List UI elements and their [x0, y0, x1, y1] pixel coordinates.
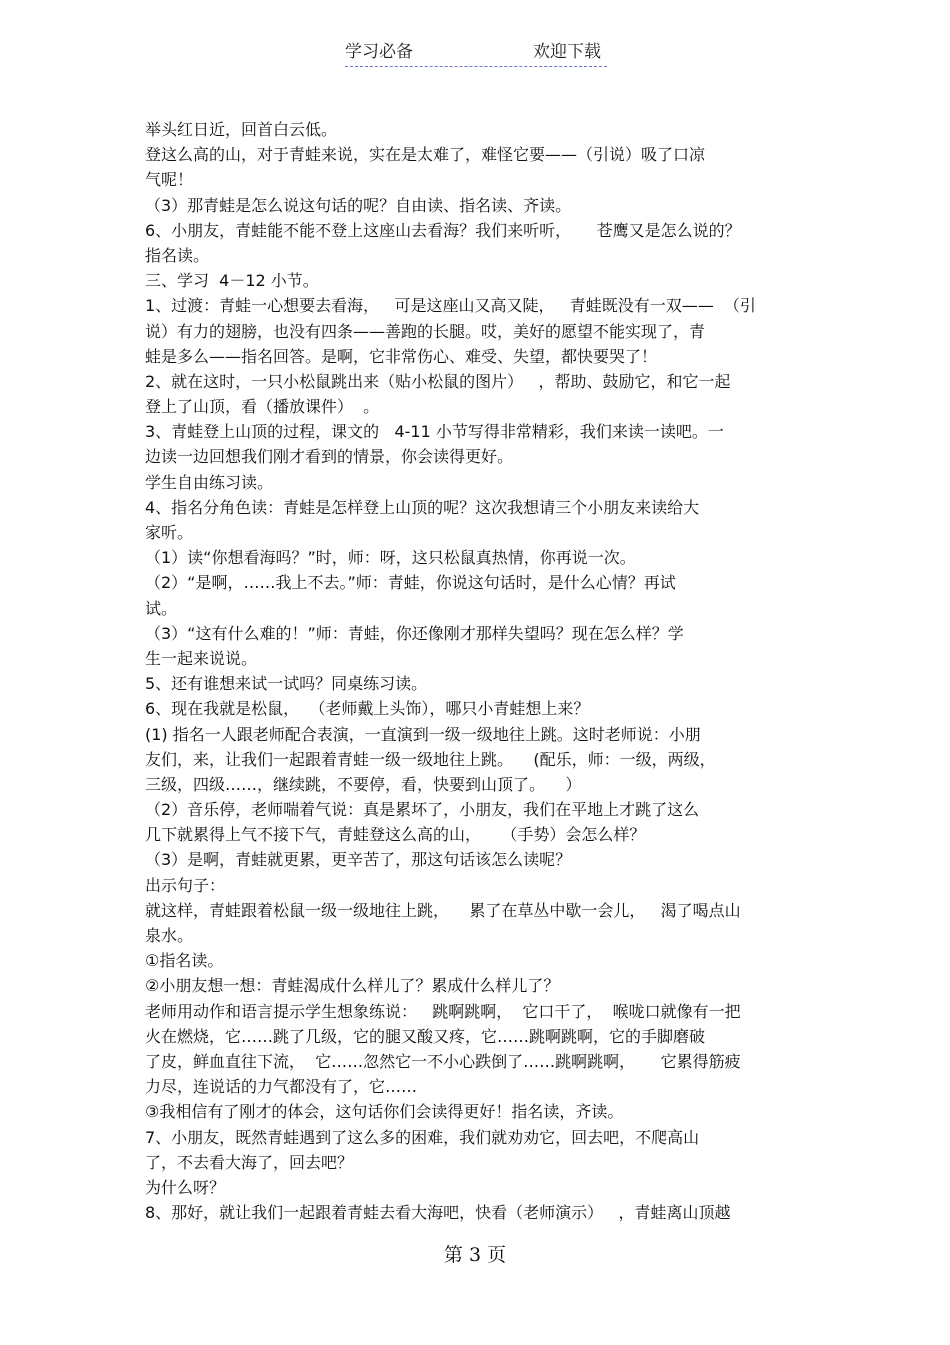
text-line: 出示句子： — [145, 875, 226, 895]
text-line: 力尽，连说话的力气都没有了，它…… — [145, 1077, 418, 1097]
text-line: （3）那青蛙是怎么说这句话的呢？自由读、指名读、齐读。 — [145, 195, 572, 215]
text-line: 家听。 — [145, 523, 194, 542]
text-line: 火在燃烧，它……跳了几级，它的腿又酸又疼，它……跳啊跳啊，它的手脚磨破 — [145, 1026, 706, 1046]
text-line: 8、那好，就让我们一起跟着青蛙去看大海吧，快看（老师演示） ，青蛙离山顶越 — [145, 1203, 731, 1223]
text-line: (1) 指名一人跟老师配合表演，一直演到一级一级地往上跳。这时老师说：小朋 — [145, 724, 701, 744]
text-line: （2）“是啊，……我上不去。”师：青蛙，你说这句话时，是什么心情？再试 — [145, 573, 676, 593]
text-line: ③我相信有了刚才的体会，这句话你们会读得更好！指名读，齐读。 — [145, 1102, 624, 1122]
text-line: 气呢！ — [145, 170, 194, 190]
page-number: 第 3 页 — [443, 1244, 507, 1266]
text-line: 6、小朋友，青蛙能不能不登上这座山去看海？我们来听听， 苍鹰又是怎么说的？ — [145, 220, 741, 240]
text-line: 友们，来，让我们一起跟着青蛙一级一级地往上跳。 (配乐，师：一级，两级， — [145, 749, 716, 769]
header-left-text: 学习必备 — [345, 42, 413, 62]
text-line: （3）是啊，青蛙就更累，更辛苦了，那这句话该怎么读呢？ — [145, 850, 572, 870]
text-line: 了皮，鲜血直往下流， 它……忽然它一不小心跌倒了……跳啊跳啊， 它累得筋疲 — [145, 1051, 741, 1071]
text-line: 5、还有谁想来试一试吗？同桌练习读。 — [145, 674, 428, 694]
text-line: 7、小朋友，既然青蛙遇到了这么多的困难，我们就劝劝它，回去吧，不爬高山 — [145, 1127, 700, 1147]
text-line: 三级，四级……，继续跳，不要停，看，快要到山顶了。 ） — [145, 774, 582, 794]
page-header — [345, 40, 607, 67]
text-line: 为什么呀？ — [145, 1177, 226, 1197]
text-line: 指名读。 — [145, 245, 210, 265]
text-line: 举头红日近，回首白云低。 — [145, 120, 338, 139]
text-line: ①指名读。 — [145, 951, 224, 971]
text-line: 老师用动作和语言提示学生想象练说： 跳啊跳啊， 它口干了， 喉咙口就像有一把 — [145, 1001, 741, 1021]
text-line: 说）有力的翅膀，也没有四条——善跑的长腿。哎，美好的愿望不能实现了，青 — [145, 321, 706, 341]
text-line: 6、现在我就是松鼠， （老师戴上头饰），哪只小青蛙想上来？ — [145, 699, 590, 719]
text-line: （2）音乐停，老师喘着气说：真是累坏了，小朋友，我们在平地上才跳了这么 — [145, 800, 700, 820]
text-line: 2、就在这时，一只小松鼠跳出来（贴小松鼠的图片） ，帮助、鼓励它，和它一起 — [145, 371, 731, 391]
text-line: （1）读“你想看海吗？”时，师：呀，这只松鼠真热情，你再说一次。 — [145, 548, 636, 568]
text-line: 3、青蛙登上山顶的过程，课文的 4-11 小节写得非常精彩，我们来读一读吧。一 — [145, 422, 724, 442]
text-line: 三、学习 4－12 小节。 — [145, 271, 319, 291]
text-line: 学生自由练习读。 — [145, 472, 274, 492]
text-line: 几下就累得上气不接下气，青蛙登这么高的山， （手势）会怎么样？ — [145, 825, 646, 845]
header-right-text: 欢迎下载 — [533, 42, 601, 62]
text-line: 1、过渡：青蛙一心想要去看海， 可是这座山又高又陡， 青蛙既没有一双—— （引 — [145, 296, 756, 316]
text-line: 边读一边回想我们刚才看到的情景，你会读得更好。 — [145, 447, 514, 467]
text-line: （3）“这有什么难的！”师：青蛙，你还像刚才那样失望吗？现在怎么样？学 — [145, 623, 684, 643]
text-line: 试。 — [145, 598, 178, 618]
text-line: 泉水。 — [145, 926, 194, 945]
text-line: 登这么高的山，对于青蛙来说，实在是太难了，难怪它要——（引说）吸了口凉 — [145, 145, 706, 165]
text-line: 生一起来说说。 — [145, 648, 258, 668]
text-line: 了，不去看大海了，回去吧？ — [145, 1152, 354, 1172]
text-line: 登上了山顶，看（播放课件） 。 — [145, 397, 380, 417]
document-body — [145, 117, 810, 1225]
text-line: 4、指名分角色读：青蛙是怎样登上山顶的呢？这次我想请三个小朋友来读给大 — [145, 497, 700, 517]
text-line: ②小朋友想一想：青蛙渴成什么样儿了？累成什么样儿了？ — [145, 976, 560, 996]
text-line: 蛙是多么——指名回答。是啊，它非常伤心、难受、失望，都快要哭了！ — [145, 346, 658, 366]
text-line: 就这样，青蛙跟着松鼠一级一级地往上跳， 累了在草丛中歇一会儿， 渴了喝点山 — [145, 900, 741, 920]
